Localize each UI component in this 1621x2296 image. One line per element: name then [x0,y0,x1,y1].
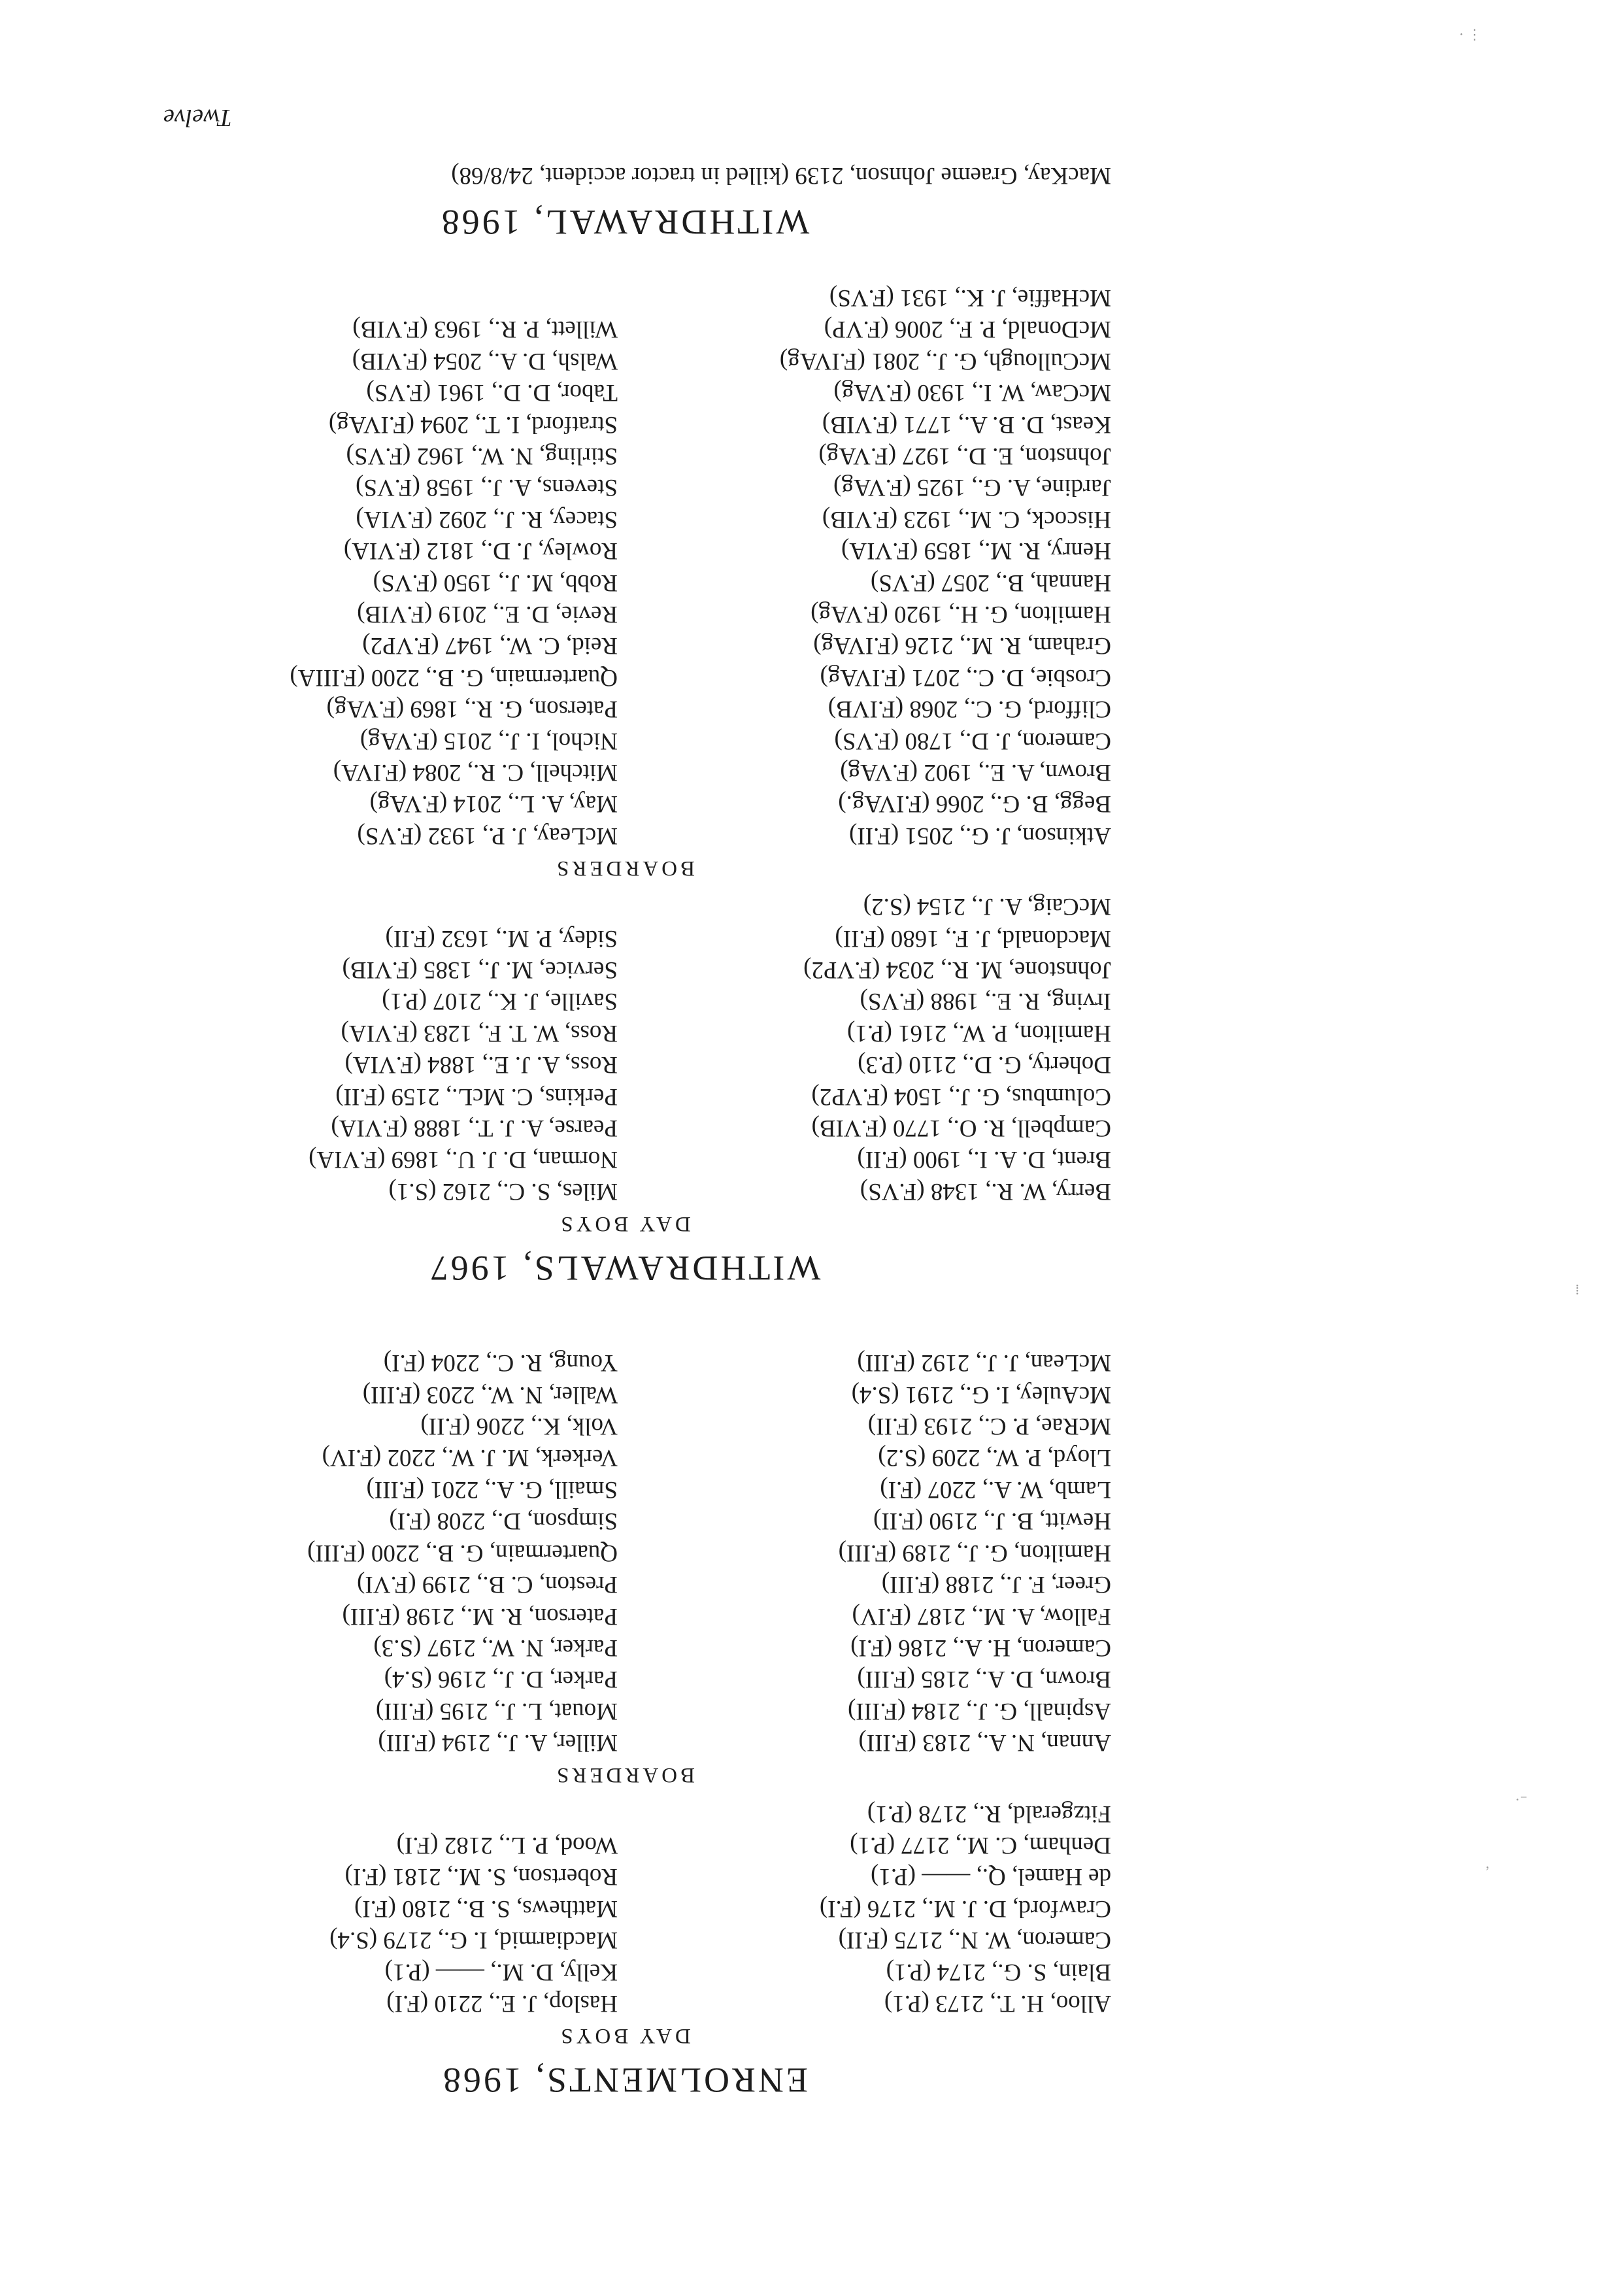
list-item: Preston, C. B., 2199 (F.VI) [357,1571,618,1598]
section-gap [137,243,1111,282]
withdrawals-boarders-right-column [137,282,618,851]
list-item: Henry, R. M., 1859 (F.VIA) [841,537,1111,565]
withdrawals-day-boys-list [137,890,1111,1207]
list-item: Quartermain, G. B., 2200 (F.III) [307,1539,618,1566]
withdrawals-1967-section [137,282,1111,1288]
list-item: Crosbie, D. C., 2071 (F.IVAg) [820,664,1111,691]
list-item: Fitzgerald, R., 2178 (P.1) [867,1800,1111,1827]
list-item: Hannah, B., 2057 (F.VS) [870,569,1111,596]
list-item: Service, M. J., 1385 (F.VIB) [342,956,618,984]
list-item: Walsh, D. A., 2054 (F.VIB) [352,347,618,375]
list-item: Robertson, S. M., 2181 (F.I) [344,1863,618,1891]
list-item: Mitchell, C. R., 2084 (F.IVA) [333,759,618,786]
list-item: Keast, D. B. A., 1771 (F.VIB) [822,411,1111,438]
list-item: Macdiarmid, I. G., 2179 (S.4) [329,1927,618,1954]
enrolments-day-boys-list [137,1797,1111,2019]
list-item: Hewitt, B. J., 2190 (F.II) [873,1508,1111,1535]
withdrawal-1968-entry: MacKay, Graeme Johnson, 2139 (killed in tractor accident, 24/8/68) [451,162,1111,190]
list-item: Berry, W. R., 1348 (F.VS) [860,1177,1111,1205]
list-item: Crawford, D. J. M., 2176 (F.I) [819,1895,1111,1922]
list-item: Alloo, H. T., 2173 (P.1) [884,1990,1111,2017]
list-item: Wood, P. L., 2182 (F.I) [396,1831,618,1859]
list-item: Rowley, J. D., 1812 (F.VIA) [343,537,618,565]
list-item: McDonald, P. F., 2006 (F.VP) [824,316,1111,343]
scan-speck: ·⁻ [1515,1791,1528,1808]
list-item: Hamilton, G. H., 1920 (F.VAg) [811,600,1111,628]
list-item: Quartermain, G. B., 2200 (F.IIIA) [290,664,618,691]
list-item: Jardine, A. G., 1925 (F.VAg) [833,474,1111,501]
list-item: McLean, J. J., 2192 (F.III) [857,1349,1111,1377]
list-item: Ross, W. T. F., 1283 (F.VIA) [341,1019,618,1047]
enrolments-boarders-left-column [631,1347,1111,1758]
list-item: Miller, A. J., 2194 (F.III) [378,1729,618,1757]
enrolments-day-boys-left-column [631,1797,1111,2019]
withdrawals-day-boys-left-column [631,890,1111,1207]
list-item: Fallow, A. M., 2187 (F.IV) [852,1602,1111,1630]
list-item: Cameron, J. D., 1780 (F.VS) [834,727,1111,754]
enrolments-day-boys-right-column [137,1797,618,2019]
list-item: Atkinson, J. G., 2051 (F.II) [849,822,1111,849]
enrolments-heading: ENROLMENTS, 1968 [441,2061,808,2100]
list-item: Paterson, R. M., 2198 (F.III) [342,1602,618,1630]
list-item: Parker, N. W., 2197 (S.3) [373,1634,618,1661]
list-item: Reid, C. W., 1947 (F.VP2) [362,632,618,660]
list-item: Johnston, E. D., 1927 (F.VAg) [818,442,1111,469]
list-item: Hamilton, P. W., 2161 (P.1) [847,1019,1111,1047]
list-item: de Hamel, Q., —— (P.1) [871,1863,1111,1891]
list-item: Kelly, D. M., —— (P.1) [384,1958,618,1985]
list-item: Annan, N. A., 2183 (F.III) [858,1729,1111,1757]
list-item: Irving, R. E., 1988 (F.VS) [860,988,1111,1015]
list-item: Nichol, I. J., 2015 (F.VAg) [359,727,618,754]
scan-speck: ʼ [1485,1863,1490,1880]
list-item: Stratford, I. T., 2094 (F.IVAg) [328,411,618,438]
list-item: McAuley, I. G., 2191 (S.4) [851,1381,1111,1408]
list-item: Perkins, C. McL., 2159 (F.II) [335,1083,618,1110]
withdrawal-1968-heading: WITHDRAWAL, 1968 [439,203,810,243]
list-item: Johnstone, M. R., 2034 (F.VP2) [803,956,1111,984]
list-item: McCaig, A. J., 2154 (S.2) [863,893,1111,920]
list-item: Brown, A. E., 1902 (F.VAg) [840,759,1111,786]
list-item: Begg, B. G., 2066 (F.IVAg.) [838,790,1111,818]
list-item: Hiscock, C. M., 1923 (F.VIB) [822,505,1111,533]
list-item: Cameron, H. A., 2186 (F.I) [850,1634,1111,1661]
list-item: Brent, D. A. I., 1900 (F.II) [857,1146,1111,1173]
scan-speck: ⁞ [1575,1281,1580,1298]
list-item: Lloyd, P. W., 2209 (S.2) [878,1444,1111,1472]
list-item: Macdonald, J. F., 1680 (F.II) [835,924,1111,952]
list-item: Matthews, S. B., 2180 (F.I) [354,1895,618,1922]
list-item: Stevens, A. J., 1958 (F.VS) [356,474,618,501]
list-item: Ross, A. J. E., 1884 (F.VIA) [344,1051,618,1079]
enrolments-boarders-list [137,1347,1111,1758]
list-item: Aspinall, G. J., 2184 (F.III) [848,1697,1111,1725]
list-item: Pearse, A. J. T., 1888 (F.VIA) [331,1115,618,1142]
list-item: McHaffie, J. K., 1931 (F.VS) [829,284,1111,311]
list-item: Verkerk, M. J. W., 2202 (F.IV) [322,1444,618,1472]
withdrawals-boarders-left-column [631,282,1111,851]
list-item: Mouat, L. J., 2195 (F.III) [375,1697,618,1725]
list-item: Campbell, R. O., 1770 (F.VIB) [811,1115,1111,1142]
list-item: McCullough, G. J., 2081 (F.IVAg) [779,347,1111,375]
list-item: McRae, P. C., 2193 (F.II) [867,1413,1111,1440]
list-item: Clifford, G. C., 2068 (F.IVB) [827,696,1111,723]
list-item: Haslop, J. E., 2210 (F.I) [386,1990,618,2017]
list-item: Denham, C. M., 2177 (P.1) [850,1831,1111,1859]
page-number: Twelve [163,104,232,132]
list-item: McCaw, W. I., 1930 (F.VAg) [833,379,1111,407]
list-item: Lamb, W. A., 2207 (F.I) [880,1476,1111,1503]
list-item: Paterson, G. R., 1869 (F.VAg) [326,696,618,723]
page-content [137,104,1111,2101]
list-item: Parker, D. J., 2196 (S.4) [384,1666,618,1693]
list-item: Brown, D. A., 2185 (F.III) [857,1666,1111,1693]
list-item: Young, R. C., 2204 (F.I) [383,1349,618,1377]
list-item: Graham, R. M., 2126 (F.IVAg) [813,632,1111,660]
list-item: Volk, K., 2206 (F.II) [420,1413,618,1440]
list-item: Robb, M. J., 1950 (F.VS) [373,569,618,596]
list-item: Willett, P. R., 1963 (F.VIB) [352,316,618,343]
section-gap [137,1288,1111,1347]
withdrawals-day-boys-heading: DAY BOYS [558,1211,691,1236]
list-item: Saville, J. K., 2107 (P.1) [382,988,618,1015]
list-item: Hamilton, G. J., 2189 (F.III) [838,1539,1111,1566]
enrolments-boarders-heading: BOARDERS [553,1763,695,1787]
list-item: Miles, S. C., 2162 (S.1) [388,1177,618,1205]
list-item: McLeay, J. P., 1932 (F.VS) [357,822,618,849]
list-item: Smaill, G. A., 2201 (F.III) [366,1476,618,1503]
enrolments-boarders-right-column [137,1347,618,1758]
list-item: Blain, S. G., 2174 (P.1) [886,1958,1111,1985]
list-item: Waller, N. W., 2203 (F.III) [362,1381,618,1408]
withdrawals-boarders-list [137,282,1111,851]
list-item: Stirling, N. W., 1962 (F.VS) [346,442,618,469]
list-item: Norman, D. J. U., 1869 (F.VIA) [309,1146,618,1173]
enrolments-section [137,1347,1111,2100]
list-item: Simpson, D., 2208 (F.I) [389,1508,618,1535]
list-item: Sidey, P. M., 1632 (F.II) [385,924,618,952]
withdrawals-day-boys-right-column [137,890,618,1207]
withdrawals-1967-heading: WITHDRAWALS, 1967 [427,1248,821,1288]
list-item: Revie, D. E., 2019 (F.VIB) [357,600,618,628]
list-item: Doherty, G. D., 2110 (P.3) [858,1051,1111,1079]
list-item: May, A. L., 2014 (F.VAg) [369,790,618,818]
scan-speck: ⋅ ⋮ [1459,26,1482,42]
list-item: Greer, F. J., 2188 (F.III) [881,1571,1111,1598]
list-item: Columbus, G. J., 1504 (F.VP2) [811,1083,1111,1110]
list-item: Tabor, D. D., 1961 (F.VS) [366,379,618,407]
list-item: Stacey, R. J., 2092 (F.VIA) [356,505,618,533]
withdrawal-1968-section [137,160,1111,243]
list-item: Cameron, W. N., 2175 (F.II) [838,1927,1111,1954]
withdrawals-boarders-heading: BOARDERS [553,856,695,880]
enrolments-day-boys-heading: DAY BOYS [558,2024,691,2048]
